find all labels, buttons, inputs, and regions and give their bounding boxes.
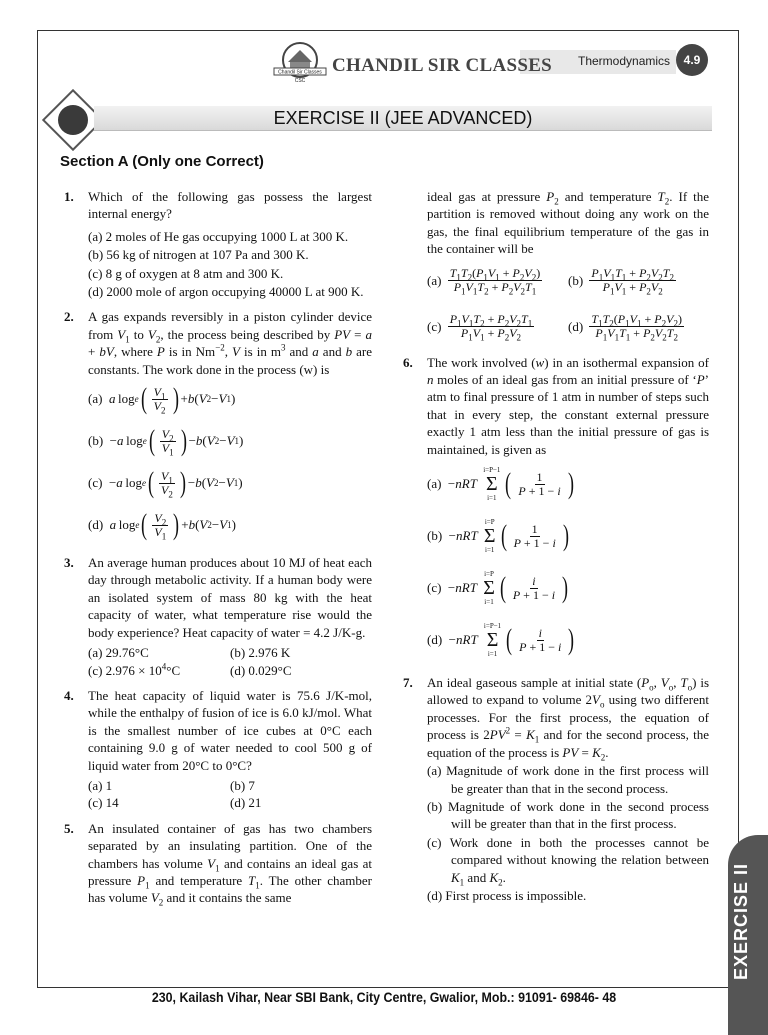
- option-d: (d) $\frac{T_1T_2(P_1V_1 + P_2V_2)}{P_1V_1T_1 + P_2V_2T_2}$: [568, 312, 682, 343]
- left-column: [64, 188, 372, 915]
- svg-text:Chandil Sir Classes: Chandil Sir Classes: [278, 69, 322, 76]
- option-a: (a) − nRT i=P−1 Σ i=1 ( $\frac{1}{P + 1 - i}$ ): [427, 466, 574, 503]
- chapter-title: Thermodynamics: [578, 54, 671, 68]
- question-number: 4.: [64, 687, 74, 703]
- question-text: The work involved (w) in an isothermal expansion of n moles of an ideal gas from an initial pressure of ‘P’ atm to final pressure of 1 atm in number of steps such that in every step, the constant external pressure exactly 1 atm less than the initial pressure of gas is maintained, is given as: [427, 354, 709, 457]
- option-c: (c) − nRT i=P Σ i=1 ( $\frac{i}{P + 1 - i}$ ): [427, 570, 569, 607]
- option-d: (d) 2000 mole of argon occupying 40000 L at 900 K.: [88, 284, 364, 300]
- option-c: (c) Work done in both the processes cannot be compared without knowing the relation between $K_1$ and $K_2$.: [427, 834, 709, 888]
- question-number: 1.: [64, 189, 74, 204]
- option-c: (c) 14: [88, 795, 119, 811]
- option-a: (a) Magnitude of work done in the first process will be greater than that in the second process.: [427, 763, 709, 796]
- question-5: [64, 820, 372, 907]
- side-tab-label: EXERCISE II: [731, 862, 751, 980]
- question-text: An insulated container of gas has two chambers separated by an insulating partition. One of the chambers has volume $V_1$ and contains an ideal gas at pressure $P_1$ and temperature $T_1$. The other chamber has volume $V_2$ and it contains the same: [88, 820, 372, 908]
- question-7: [403, 674, 709, 904]
- option-b: (b) $\frac{P_1V_1T_1 + P_2V_2T_2}{P_1V_1 + P_2V_2}$: [568, 266, 674, 297]
- question-3: [64, 554, 372, 679]
- question-number: 6.: [403, 354, 413, 370]
- question-1: [64, 188, 372, 300]
- question-4: [64, 687, 372, 812]
- option-d: (d) First process is impossible.: [427, 887, 587, 903]
- question-5-continued: [403, 188, 709, 350]
- question-2: [64, 308, 372, 546]
- right-column: [403, 188, 709, 912]
- option-a: (a) 1: [88, 777, 113, 793]
- option-b: (b) Magnitude of work done in the second process will be greater than that in the first process.: [427, 798, 709, 832]
- exercise-title: EXERCISE II (JEE ADVANCED): [273, 108, 533, 128]
- question-text: ideal gas at pressure $P_2$ and temperature $T_2$. If the partition is removed without doing any work on the gas, the final equilibrium temperature of the gas in the container will be: [427, 189, 710, 257]
- brand-name: CHANDIL SIR CLASSES: [332, 55, 553, 76]
- question-text: An ideal gaseous sample at initial state ($P_o$, $V_o$, $T_o$) is allowed to expand to volume $2V_o$ using two different processes. For the first process, the equation of process is $2PV^2 = K_1$ and for the second process, the equation of the process is PV = $K_2$.: [427, 675, 710, 763]
- chandil-logo: [270, 40, 330, 84]
- footer-address: 230, Kailash Vihar, Near SBI Bank, City Centre, Gwalior, Mob.: 91091- 69846- 48: [151, 990, 617, 1005]
- question-text: A gas expands reversibly in a piston cylinder device from $V_1$ to $V_2$, the process being described by PV = a + bV, where P is in $Nm^{-2}$, V is in $m^3$ and a and b are constants. The work done in the process (w) is: [88, 309, 372, 377]
- question-text: The heat capacity of liquid water is 75.6 J/K-mol, while the enthalpy of fusion of ice is 6.0 kJ/mol. What is the smallest number of ice cubes at 0°C each containing 9.0 g of water needed to cool 500 g of liquid water from 20°C to 0°C?: [88, 687, 372, 773]
- option-b: (b) 56 kg of nitrogen at 107 Pa and 300 K.: [88, 247, 309, 263]
- question-number: 2.: [64, 309, 74, 325]
- question-number: 3.: [64, 555, 74, 571]
- question-number: 5.: [64, 820, 74, 836]
- option-d: (d) a log e ( $\frac{V_2}{V_1}$ ) + b ( V 2 − V 1 ): [88, 508, 237, 542]
- option-b: (b) 2.976 K: [230, 645, 291, 661]
- option-b: (b) − a log e ( $\frac{V_2}{V_1}$ ) − b ( V 2 − V 1 ): [88, 424, 244, 458]
- option-a: (a) $\frac{T_1T_2(P_1V_1 + P_2V_2)}{P_1V_1T_2 + P_2V_2T_1}$: [427, 266, 541, 297]
- question-text: Which of the following gas possess the largest internal energy?: [88, 189, 372, 222]
- option-a: (a) 29.76°C: [88, 645, 149, 661]
- section-title: Section A (Only one Correct): [60, 153, 264, 170]
- option-a: (a) 2 moles of He gas occupying 1000 L at 300 K.: [88, 228, 349, 244]
- option-a: (a) a log e ( $\frac{V_1}{V_2}$ ) + b ( V 2 − V 1 ): [88, 382, 236, 416]
- option-d: (d) 0.029°C: [230, 662, 292, 678]
- question-text: An average human produces about 10 MJ of heat each day through metabolic activity. If a human body were an isolated system of mass 80 kg with the heat capacity of water, what temperature rise would the body experience? Heat capacity of water = 4.2 J/K-g.: [88, 555, 372, 640]
- option-c: (c) $2.976 \times 10^4^\circ C$: [88, 661, 181, 678]
- option-d: (d) − nRT i=P−1 Σ i=1 ( $\frac{i}{P + 1 - i}$ ): [427, 622, 575, 659]
- option-b: (b) 7: [230, 777, 255, 793]
- option-b: (b) − nRT i=P Σ i=1 ( $\frac{1}{P + 1 - i}$ ): [427, 518, 569, 555]
- question-6: [403, 354, 709, 666]
- page-number: 4.9: [676, 44, 708, 76]
- svg-text:CSC: CSC: [294, 78, 306, 84]
- question-number: 7.: [403, 675, 413, 691]
- option-c: (c) $\frac{P_1V_1T_2 + P_2V_2T_1}{P_1V_1 + P_2V_2}$: [427, 312, 533, 343]
- head-lightbulb-icon: [58, 105, 88, 135]
- option-c: (c) − a log e ( $\frac{V_1}{V_2}$ ) − b ( V 2 − V 1 ): [88, 466, 243, 500]
- option-c: (c) 8 g of oxygen at 8 atm and 300 K.: [88, 265, 284, 281]
- option-d: (d) 21: [230, 795, 262, 811]
